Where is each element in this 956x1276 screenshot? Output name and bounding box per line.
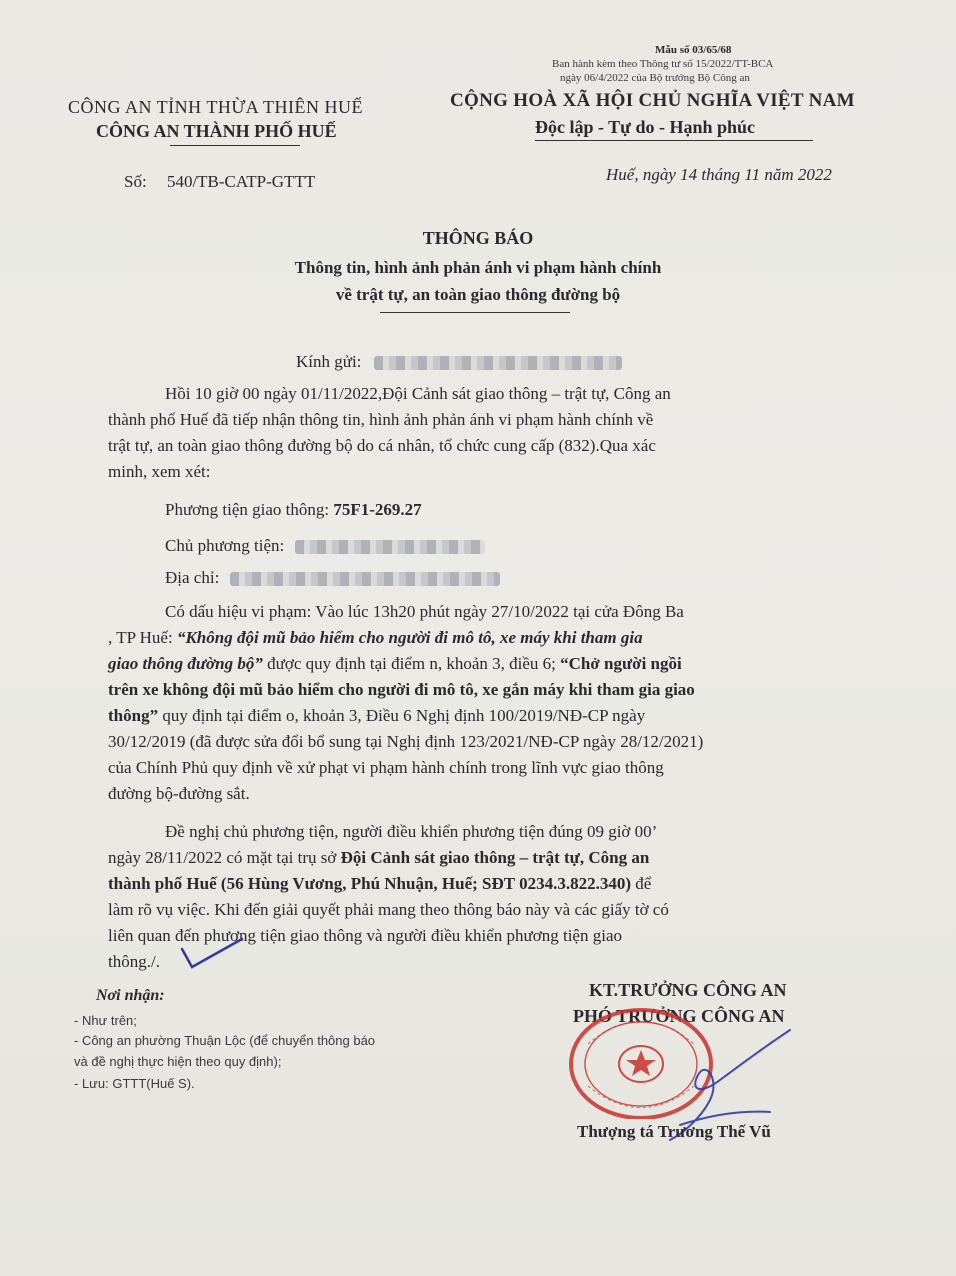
- request-line-5: liên quan đến phương tiện giao thông và người điều khiển phương tiện giao: [108, 926, 622, 945]
- greeting-label: Kính gửi:: [296, 352, 362, 371]
- recipient-item: - Lưu: GTTT(Huế S).: [74, 1076, 195, 1091]
- org-underline: [170, 145, 300, 146]
- violation-line-8: đường bộ-đường sắt.: [108, 784, 250, 803]
- national-title: CỘNG HOÀ XÃ HỘI CHỦ NGHĨA VIỆT NAM: [450, 90, 855, 111]
- owner-label: Chủ phương tiện:: [165, 536, 285, 555]
- document-title: THÔNG BÁO: [422, 228, 534, 248]
- violation-quote-2a: “Chở người ngồi: [560, 654, 682, 673]
- recipients-label: Nơi nhận:: [96, 987, 165, 1004]
- violation-quote-1b: giao thông đường bộ”: [108, 654, 263, 673]
- vehicle-row: [165, 500, 422, 520]
- checkmark-icon: [170, 935, 250, 975]
- violation-line-4: trên xe không đội mũ bảo hiểm cho người đi mô tô, xe gắn máy khi tham gia giao: [108, 680, 695, 699]
- violation-line-7: của Chính Phủ quy định về xử phạt vi phạm hành chính trong lĩnh vực giao thông: [108, 758, 664, 777]
- violation-line-1: Có dấu hiệu vi phạm: Vào lúc 13h20 phút ngày 27/10/2022 tại cửa Đông Ba: [165, 602, 684, 621]
- request-office-2: thành phố Huế (56 Hùng Vương, Phú Nhuận, Huế; SĐT 0234.3.822.340): [108, 874, 631, 893]
- vehicle-label: Phương tiện giao thông:: [165, 500, 330, 519]
- request-line-3: [108, 874, 651, 894]
- national-motto: Độc lập - Tự do - Hạnh phúc: [535, 117, 756, 137]
- request-line-2: [108, 848, 649, 868]
- request-date: ngày 28/11/2022 có mặt tại trụ sở: [108, 848, 341, 867]
- violation-quote-1a: “Không đội mũ bảo hiểm cho người đi mô tô, xe máy khi tham gia: [176, 628, 643, 647]
- number-label: Số:: [124, 172, 147, 191]
- redacted-recipient: [374, 356, 622, 370]
- violation-location: , TP Huế:: [108, 628, 177, 647]
- form-note-2: ngày 06/4/2022 của Bộ trưởng Bộ Công an: [560, 72, 750, 84]
- recipient-item: - Công an phường Thuận Lộc (để chuyển thông báo: [74, 1033, 376, 1048]
- paragraph-1-line-1: Hồi 10 giờ 00 ngày 01/11/2022,Đội Cảnh sát giao thông – trật tự, Công an: [165, 384, 671, 403]
- signature-title-2: PHÓ TRƯỞNG CÔNG AN: [573, 1006, 785, 1026]
- request-office-1: Đội Cảnh sát giao thông – trật tự, Công an: [340, 848, 650, 867]
- document-subtitle-1: Thông tin, hình ảnh phản ánh vi phạm hành chính: [294, 258, 662, 277]
- violation-line-6: 30/12/2019 (đã được sửa đổi bổ sung tại Nghị định 123/2021/NĐ-CP ngày 28/12/2021): [108, 732, 704, 751]
- request-line-1: Đề nghị chủ phương tiện, người điều khiển phương tiện đúng 09 giờ 00’: [165, 822, 658, 841]
- subtitle-underline: [380, 312, 570, 313]
- violation-line-5: [108, 706, 645, 726]
- form-note-1: Ban hành kèm theo Thông tư số 15/2022/TT-BCA: [552, 58, 774, 70]
- violation-line-3: [108, 654, 682, 674]
- signer-name: Thượng tá Trương Thế Vũ: [577, 1122, 771, 1141]
- vehicle-plate: 75F1-269.27: [333, 500, 422, 519]
- address-row: [165, 568, 500, 588]
- document-date: Huế, ngày 14 tháng 11 năm 2022: [606, 165, 832, 184]
- form-number: Mẫu số 03/65/68: [655, 44, 732, 56]
- document-number: [124, 172, 315, 192]
- request-line-6: thông./.: [108, 952, 160, 971]
- recipient-item: và đề nghị thực hiện theo quy định);: [74, 1054, 282, 1069]
- paragraph-1-line-3: trật tự, an toàn giao thông đường bộ do cá nhân, tổ chức cung cấp (832).Qua xác: [108, 436, 656, 455]
- redacted-owner: [295, 540, 485, 554]
- violation-rule-1: được quy định tại điểm n, khoản 3, điều 6;: [262, 654, 561, 673]
- redacted-address: [230, 572, 500, 586]
- org-name: CÔNG AN THÀNH PHỐ HUẾ: [96, 121, 337, 141]
- request-to: để: [630, 874, 652, 893]
- paragraph-1-line-4: minh, xem xét:: [108, 462, 211, 481]
- violation-quote-2b: thông”: [108, 706, 159, 725]
- greeting: [296, 352, 622, 372]
- request-line-4: làm rõ vụ việc. Khi đến giải quyết phải mang theo thông báo này và các giấy tờ có: [108, 900, 669, 919]
- motto-underline: [535, 140, 813, 141]
- violation-line-2: [108, 628, 643, 648]
- owner-row: [165, 536, 485, 556]
- document-subtitle-2: về trật tự, an toàn giao thông đường bộ: [335, 285, 621, 304]
- violation-rule-2: quy định tại điểm o, khoản 3, Điều 6 Nghị định 100/2019/NĐ-CP ngày: [158, 706, 646, 725]
- paragraph-1-line-2: thành phố Huế đã tiếp nhận thông tin, hình ảnh phản ánh vi phạm hành chính về: [108, 410, 654, 429]
- org-parent: CÔNG AN TỈNH THỪA THIÊN HUẾ: [68, 97, 363, 117]
- signature-title-1: KT.TRƯỞNG CÔNG AN: [589, 980, 787, 1000]
- recipient-item: - Như trên;: [74, 1013, 137, 1028]
- address-label: Địa chỉ:: [165, 568, 220, 587]
- number-value: 540/TB-CATP-GTTT: [166, 172, 316, 191]
